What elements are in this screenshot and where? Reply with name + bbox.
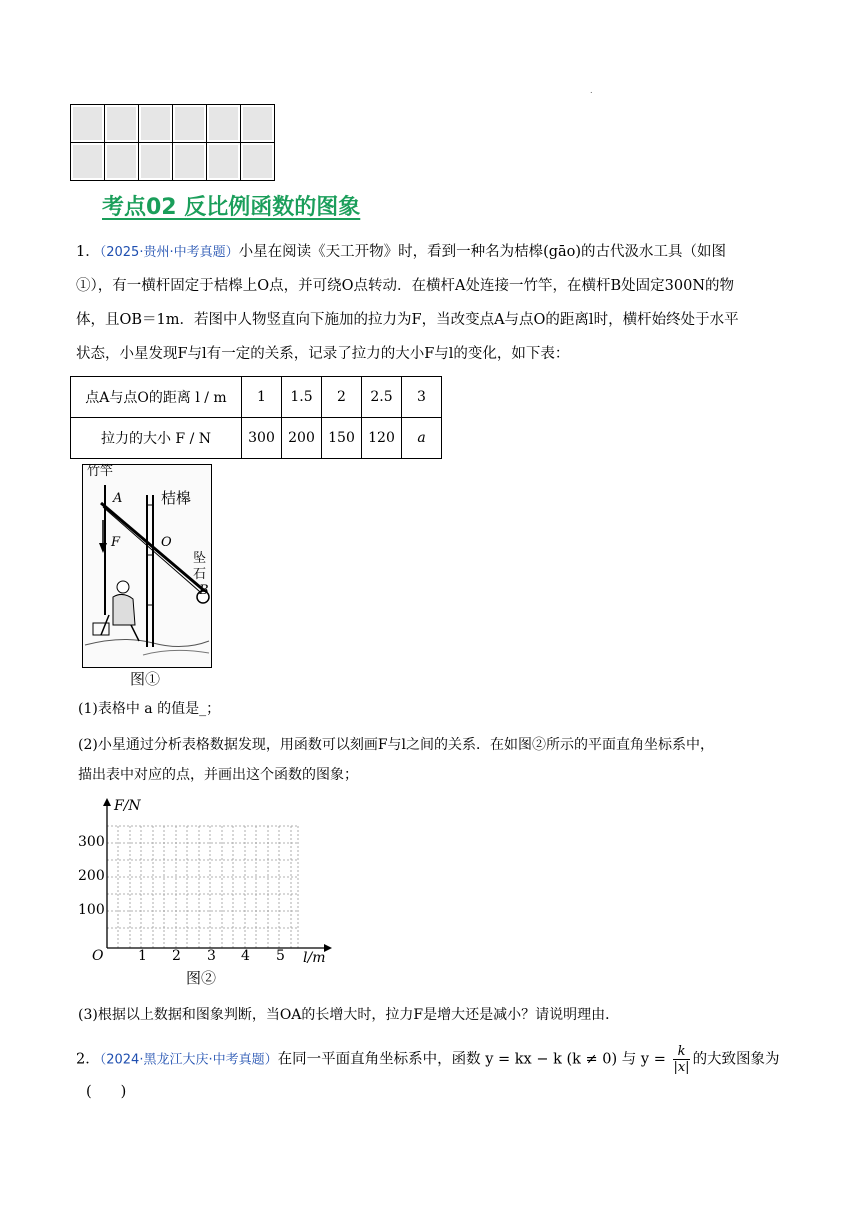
y-tick-label: 100 — [78, 902, 105, 918]
q2-answer-paren: ( ) — [86, 1084, 127, 1100]
x-tick-label: 4 — [241, 948, 250, 964]
q1-source[interactable]: （2025·贵州·中考真题） — [99, 245, 239, 260]
q2-text-b: 的大致图象为 — [692, 1051, 780, 1068]
data-table — [70, 376, 442, 459]
table-cell: 1 — [242, 377, 282, 418]
section-heading: 考点02 反比例函数的图象 — [102, 195, 361, 220]
table-cell: 200 — [282, 418, 322, 459]
label-F: F — [111, 535, 121, 550]
table-header-force: 拉力的大小 F / N — [71, 418, 242, 459]
q1-number: 1． — [76, 244, 100, 260]
placeholder-grid — [70, 104, 275, 181]
label-A: A — [113, 491, 123, 506]
table-row — [71, 377, 442, 418]
x-tick-label: 2 — [172, 948, 181, 964]
q2-number: 2． — [76, 1051, 100, 1068]
corner-mark: . — [590, 86, 593, 95]
q1-line1 — [76, 236, 788, 269]
x-tick-label: 1 — [138, 948, 147, 964]
label-O: O — [161, 535, 172, 550]
table-cell: 1.5 — [282, 377, 322, 418]
table-cell: 2.5 — [362, 377, 402, 418]
x-tick-label: 3 — [207, 948, 216, 964]
q1-line4: 状态，小星发现F与l有一定的关系，记录了拉力的大小F与l的变化，如下表： — [76, 346, 570, 362]
table-cell: a — [402, 418, 442, 459]
table-cell: 2 — [322, 377, 362, 418]
y-tick-label: 200 — [78, 868, 105, 884]
label-bamboo: 竹竿 — [87, 464, 114, 479]
q1-sub3: (3)根据以上数据和图象判断，当OA的长增大时，拉力F是增大还是减小？请说明理由． — [78, 1007, 620, 1023]
q1-line2: ①），有一横杆固定于桔槔上O点，并可绕O点转动．在横杆A处连接一竹竿，在横杆B处固定300N的物 — [76, 278, 735, 294]
q2-fraction — [673, 1044, 689, 1075]
q2-line1 — [76, 1044, 780, 1075]
fraction-numerator: k — [673, 1044, 689, 1060]
figure-1-caption: 图① — [130, 670, 161, 688]
q2-text-a: 在同一平面直角坐标系中，函数 y = kx − k (k ≠ 0) 与 y = — [277, 1051, 666, 1068]
figure-2-caption: 图② — [186, 969, 217, 987]
fraction-denominator: |x| — [673, 1060, 690, 1075]
x-tick-label: 5 — [276, 948, 285, 964]
table-cell: 3 — [402, 377, 442, 418]
x-axis-label: l/m — [303, 950, 326, 966]
q2-source[interactable]: （2024·黑龙江大庆·中考真题） — [99, 1052, 278, 1068]
q1-text-1: 小星在阅读《天工开物》时，看到一种名为桔槔(gāo)的古代汲水工具（如图 — [238, 244, 727, 260]
table-cell: 300 — [242, 418, 282, 459]
y-axis-label: F/N — [114, 798, 141, 814]
jiegao-illustration — [83, 465, 211, 667]
origin-label: O — [92, 948, 104, 964]
q1-line3: 体，且OB＝1m．若图中人物竖直向下施加的拉力为F，当改变点A与点O的距离l时，横杆始终处于水平 — [76, 312, 739, 328]
label-B: B — [199, 583, 209, 598]
figure-2-coordinate-plane — [74, 798, 334, 970]
table-row — [71, 418, 442, 459]
label-stone: 坠石 — [193, 551, 207, 582]
y-tick-label: 300 — [78, 834, 105, 850]
coordinate-grid — [74, 798, 334, 966]
table-cell: 150 — [322, 418, 362, 459]
q1-sub2-line1: (2)小星通过分析表格数据发现，用函数可以刻画F与l之间的关系．在如图②所示的平面直角坐标系中， — [78, 737, 715, 753]
figure-1-illustration — [82, 464, 212, 668]
table-cell: 120 — [362, 418, 402, 459]
q1-sub1: (1)表格中 a 的值是_； — [78, 701, 221, 717]
label-jiegao: 桔槔 — [161, 489, 192, 507]
table-header-distance: 点A与点O的距离 l / m — [71, 377, 242, 418]
q1-sub2-line2: 描出表中对应的点，并画出这个函数的图象； — [78, 767, 358, 783]
